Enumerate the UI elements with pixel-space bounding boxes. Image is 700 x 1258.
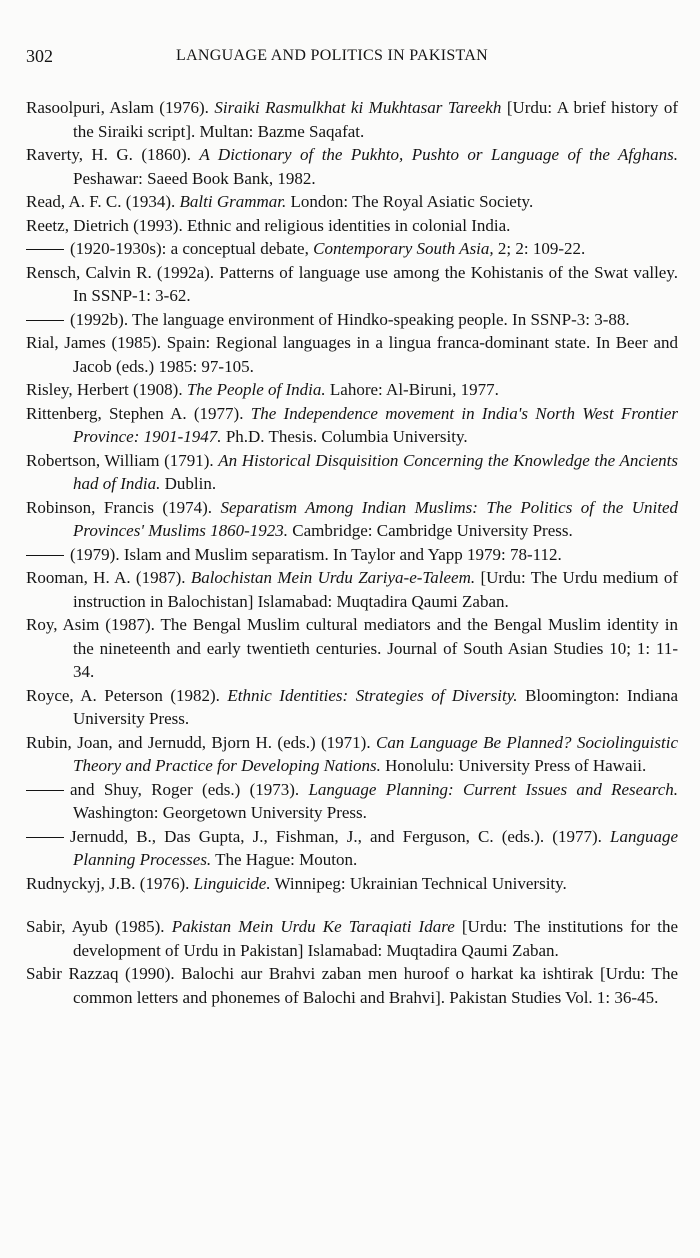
reference-entry: Reetz, Dietrich (1993). Ethnic and religious identities in colonial India. (26, 215, 511, 235)
ditto-rule (26, 320, 64, 321)
section-gap (26, 895, 678, 915)
reference-entry: Rooman, H. A. (1987). Balochistan Mein Urdu Zariya-e-Taleem. [Urdu: The Urdu medium of instruction in Balochistan] Islamabad: Muqtadira Qaumi Zaban. (26, 568, 678, 611)
reference-entry: (1979). Islam and Muslim separatism. In Taylor and Yapp 1979: 78-112. (26, 543, 678, 567)
page-header (26, 44, 678, 68)
reference-entry: Rubin, Joan, and Jernudd, Bjorn H. (eds.) (1971). Can Language Be Planned? Sociolinguistic Theory and Practice for Developing Nations. Honolulu: University Press of Hawaii. (26, 732, 678, 775)
reference-entry: Sabir Razzaq (1990). Balochi aur Brahvi zaban men huroof o harkat ka ishtirak [Urdu: The common letters and phonemes of Balochi and Brahvi]. Pakistan Studies Vol. 1: 36-45. (26, 964, 678, 1007)
reference-entry: Rial, James (1985). Spain: Regional languages in a lingua franca-dominant state. In Beer and Jacob (eds.) 1985: 97-105. (26, 333, 679, 376)
reference-entry: Royce, A. Peterson (1982). Ethnic Identities: Strategies of Diversity. Bloomington: Indiana University Press. (26, 685, 678, 728)
reference-entry: Rudnyckyj, J.B. (1976). Linguicide. Winnipeg: Ukrainian Technical University. (26, 873, 567, 893)
reference-entry: Robertson, William (1791). An Historical Disquisition Concerning the Knowledge the Ancients had of India. Dublin. (26, 450, 678, 493)
reference-entry: and Shuy, Roger (eds.) (1973). Language Planning: Current Issues and Research. Washington: Georgetown University Press. (26, 778, 678, 825)
reference-entry: (1920-1930s): a conceptual debate, Contemporary South Asia, 2; 2: 109-22. (26, 237, 678, 261)
page-number: 302 (26, 46, 53, 66)
reference-entry: Raverty, H. G. (1860). A Dictionary of the Pukhto, Pushto or Language of the Afghans. Peshawar: Saeed Book Bank, 1982. (26, 145, 678, 188)
ditto-rule (26, 790, 64, 791)
running-title: LANGUAGE AND POLITICS IN PAKISTAN (176, 47, 489, 64)
bibliography (26, 96, 678, 1009)
ditto-rule (26, 555, 64, 556)
reference-entry: Rittenberg, Stephen A. (1977). The Independence movement in India's North West Frontier Province: 1901-1947. Ph.D. Thesis. Columbia University. (26, 403, 678, 446)
reference-entry: (1992b). The language environment of Hindko-speaking people. In SSNP-3: 3-88. (26, 308, 678, 332)
reference-entry: Sabir, Ayub (1985). Pakistan Mein Urdu Ke Taraqiati Idare [Urdu: The institutions for the development of Urdu in Pakistan] Islamabad: Muqtadira Qaumi Zaban. (26, 917, 678, 960)
reference-entry: Rasoolpuri, Aslam (1976). Siraiki Rasmulkhat ki Mukhtasar Tareekh [Urdu: A brief history of the Siraiki script]. Multan: Bazme Saqafat. (26, 98, 678, 141)
reference-entry: Roy, Asim (1987). The Bengal Muslim cultural mediators and the Bengal Muslim identity in the nineteenth and early twentieth centuries. Journal of South Asian Studies 10; 1: 11-34. (26, 615, 678, 681)
reference-entry: Read, A. F. C. (1934). Balti Grammar. London: The Royal Asiatic Society. (26, 192, 534, 211)
ditto-rule (26, 249, 64, 250)
ditto-rule (26, 837, 64, 838)
reference-entry: Risley, Herbert (1908). The People of India. Lahore: Al-Biruni, 1977. (26, 380, 499, 399)
reference-entry: Jernudd, B., Das Gupta, J., Fishman, J., and Ferguson, C. (eds.). (1977). Language Planning Processes. The Hague: Mouton. (26, 825, 678, 872)
reference-entry: Robinson, Francis (1974). Separatism Among Indian Muslims: The Politics of the United Provinces' Muslims 1860-1923. Cambridge: Cambridge University Press. (26, 497, 679, 540)
reference-entry: Rensch, Calvin R. (1992a). Patterns of language use among the Kohistanis of the Swat valley. In SSNP-1: 3-62. (26, 262, 678, 305)
